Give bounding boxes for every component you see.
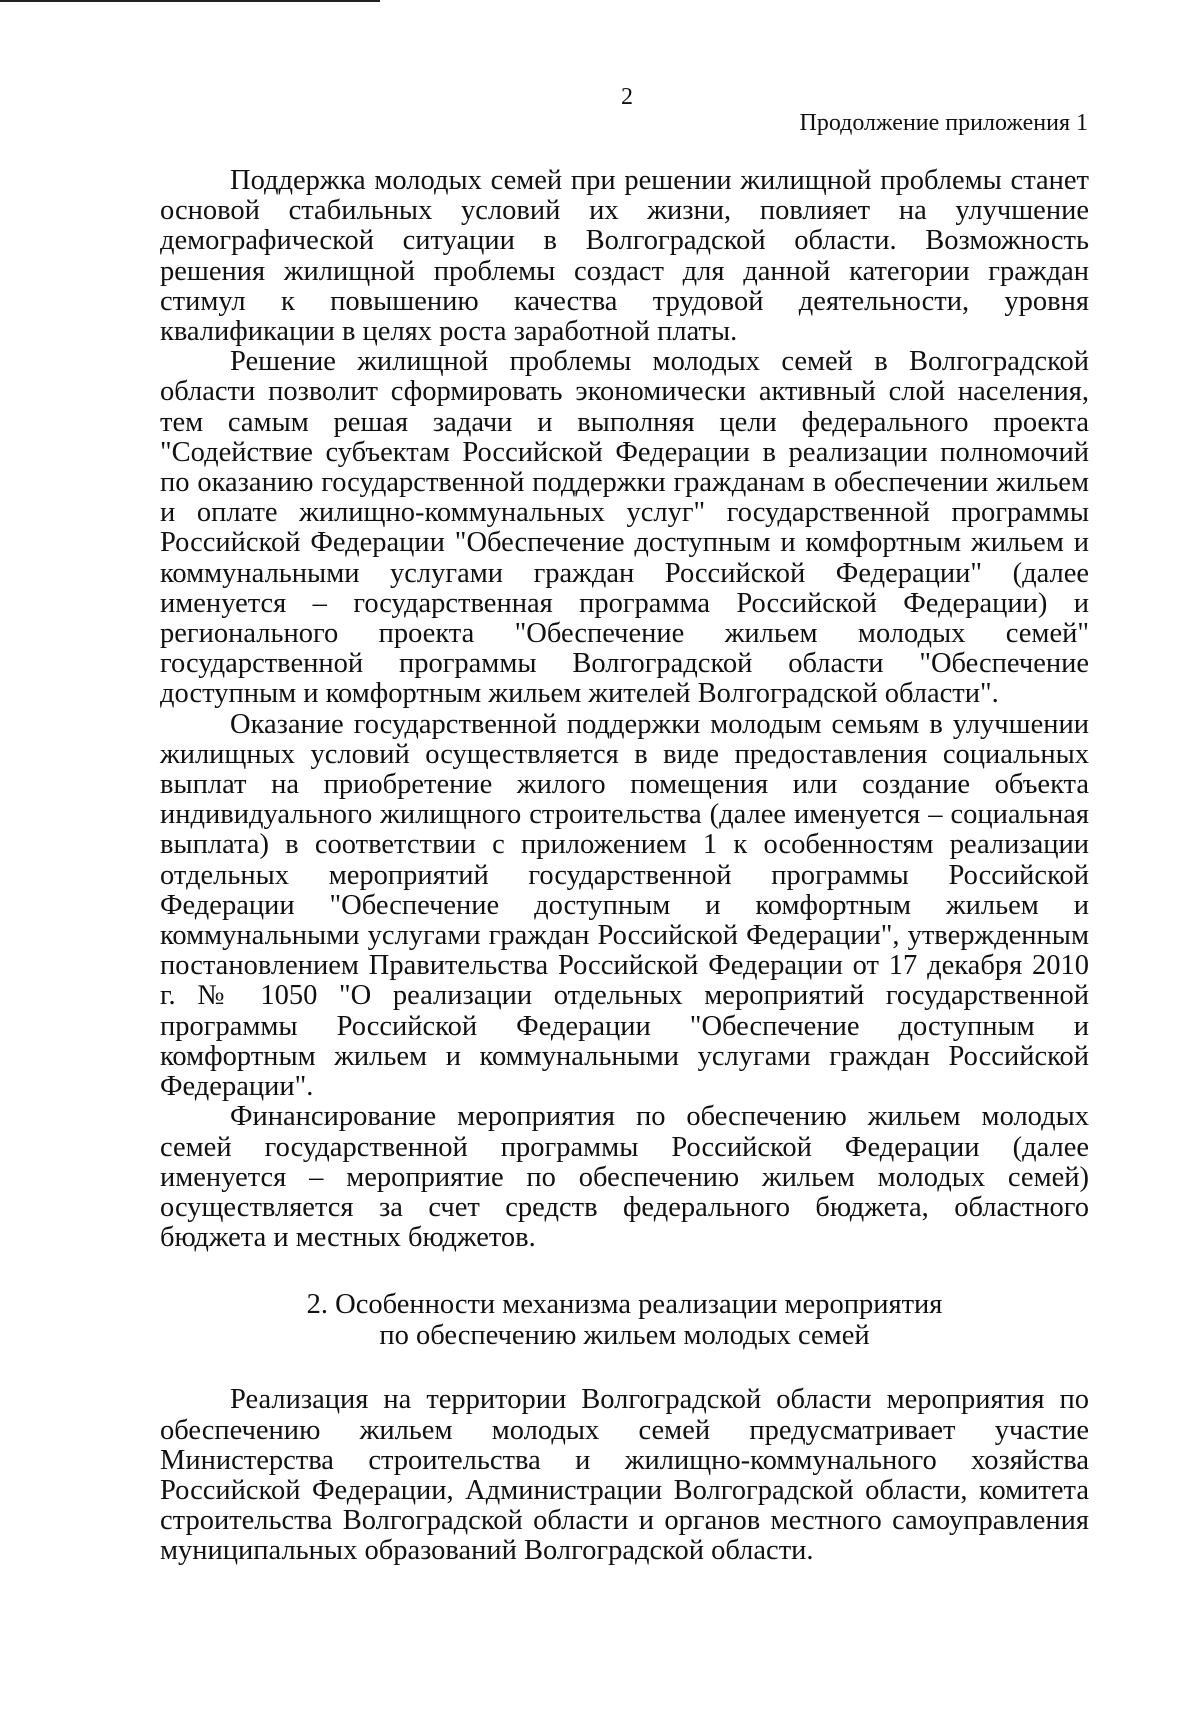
paragraph-state-support: Оказание государственной поддержки молодым семьям в улучшении жилищных условий осуществляется в виде предоставления социальных выплат на приобретение жилого помещения или создание объекта индивидуального жилищного строительства (далее именуется – социальная выплата) в соответствии с приложением 1 к особенностям реализации отдельных мероприятий государственной программы Российской Федерации "Обеспечение доступным и комфортным жильем и коммунальными услугами граждан Российской Федерации", утвержденным постановлением Правительства Российской Федерации от 17 декабря 2010 г. № 1050 "О реализации отдельных мероприятий государственной программы Российской Федерации "Обеспечение доступным и комфортным жильем и коммунальными услугами граждан Российской Федерации". <box>160 708 1089 1103</box>
paragraph-implementation: Реализация на территории Волгоградской области мероприятия по обеспечению жильем молодых семей предусматривает участие Министерства строительства и жилищно-коммунального хозяйства Российской Федерации, Администрации Волгоградской области, комитета строительства Волгоградской области и органов местного самоуправления муниципальных образований Волгоградской области. <box>160 1384 1089 1567</box>
section-heading-line-2: по обеспечению жильем молодых семей <box>379 1320 870 1352</box>
scan-edge-line <box>0 0 380 2</box>
paragraph-housing-solution: Решение жилищной проблемы молодых семей в Волгоградской области позволит сформировать экономически активный слой населения, тем самым решая задачи и выполняя цели федерального проекта "Содействие субъектам Российской Федерации в реализации полномочий по оказанию государственной поддержки гражданам в обеспечении жильем и оплате жилищно-коммунальных услуг" государственной программы Российской Федерации "Обеспечение доступным и комфортным жильем и коммунальными услугами граждан Российской Федерации" (далее именуется – государственная программа Российской Федерации) и регионального проекта "Обеспечение жильем молодых семей" государственной программы Волгоградской области "Обеспечение доступным и комфортным жильем жителей Волгоградской области". <box>160 346 1089 710</box>
paragraph-financing: Финансирование мероприятия по обеспечению жильем молодых семей государственной программы Российской Федерации (далее именуется – мероприятие по обеспечению жильем молодых семей) осуществляется за счет средств федерального бюджета, областного бюджета и местных бюджетов. <box>160 1101 1089 1254</box>
page-number: 2 <box>621 84 633 110</box>
section-heading <box>160 1289 1089 1351</box>
paragraph-support-young-families: Поддержка молодых семей при решении жилищной проблемы станет основой стабильных условий их жизни, повлияет на улучшение демографической ситуации в Волгоградской области. Возможность решения жилищной проблемы создаст для данной категории граждан стимул к повышению качества трудовой деятельности, уровня квалификации в целях роста заработной платы. <box>160 165 1089 348</box>
document-body <box>160 166 1089 1567</box>
section-heading-line-1: 2. Особенности механизма реализации мероприятия <box>306 1289 943 1321</box>
appendix-continuation-note: Продолжение приложения 1 <box>799 110 1088 136</box>
